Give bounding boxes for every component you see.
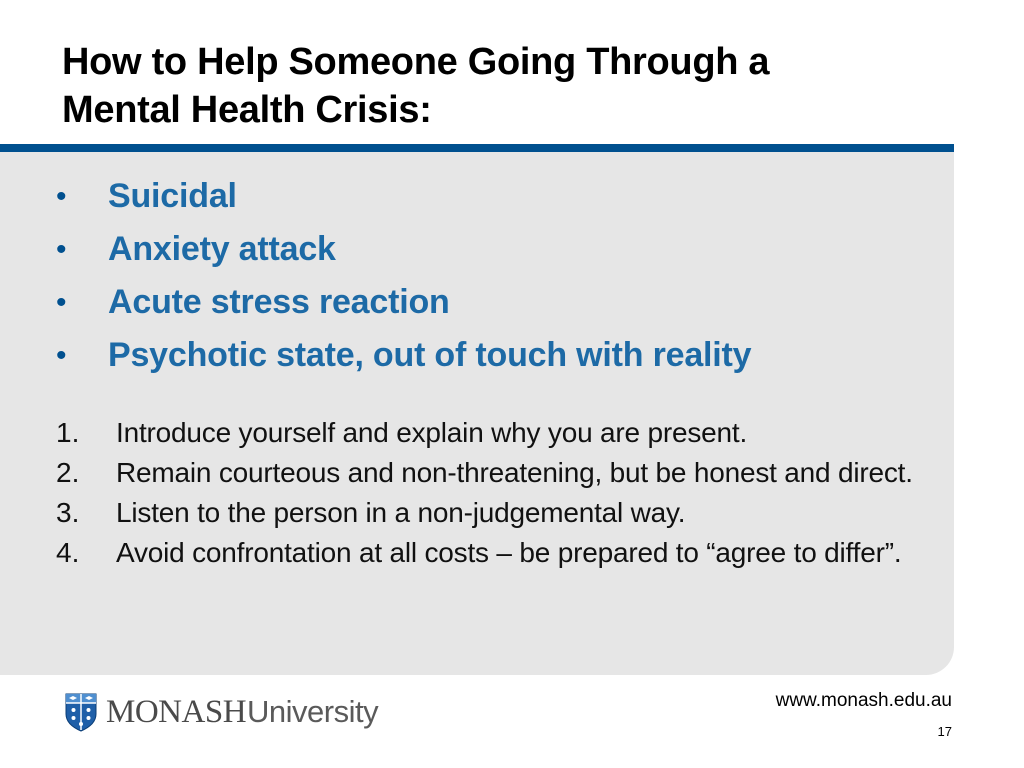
bullet-text: Suicidal: [108, 177, 237, 215]
list-item: [56, 494, 916, 531]
monash-shield-icon: [64, 692, 98, 732]
list-item: [56, 170, 751, 223]
step-number: 1.: [56, 417, 80, 448]
list-item: [56, 276, 751, 329]
step-number: 4.: [56, 537, 80, 568]
logo-secondary-text: University: [247, 693, 379, 729]
slide-title-line-1: How to Help Someone Going Through a: [62, 41, 770, 83]
step-text: Introduce yourself and explain why you are present.: [116, 417, 748, 448]
step-text: Listen to the person in a non-judgemental way.: [116, 497, 686, 528]
step-text: Avoid confrontation at all costs – be prepared to “agree to differ”.: [116, 537, 902, 568]
monash-logo: [64, 692, 378, 732]
list-item: [56, 534, 916, 571]
bullet-icon: •: [56, 338, 67, 372]
step-text: Remain courteous and non-threatening, but be honest and direct.: [116, 457, 913, 488]
step-number: 3.: [56, 497, 80, 528]
logo-primary-text: MONASH: [106, 693, 247, 730]
crisis-type-list: [56, 170, 751, 382]
footer-url: www.monash.edu.au: [775, 690, 952, 711]
bullet-icon: •: [56, 179, 67, 213]
bullet-icon: •: [56, 232, 67, 266]
list-item: [56, 414, 916, 451]
title-accent-bar: [0, 144, 954, 152]
logo-wordmark: [106, 694, 378, 731]
bullet-text: Psychotic state, out of touch with reality: [108, 336, 752, 374]
slide-title-line-2: Mental Health Crisis:: [62, 89, 432, 131]
help-steps-list: [56, 414, 916, 574]
slide-title: [62, 38, 962, 134]
page-number: 17: [937, 724, 952, 739]
step-number: 2.: [56, 457, 80, 488]
bullet-icon: •: [56, 285, 67, 319]
bullet-text: Acute stress reaction: [108, 283, 450, 321]
bullet-text: Anxiety attack: [108, 230, 336, 268]
list-item: [56, 223, 751, 276]
list-item: [56, 454, 916, 491]
list-item: [56, 329, 751, 382]
